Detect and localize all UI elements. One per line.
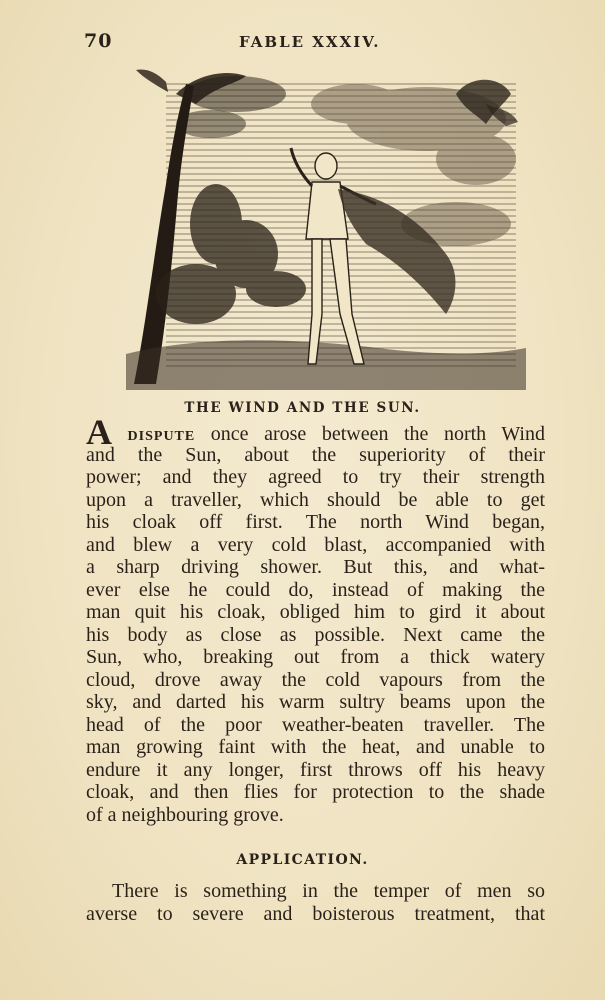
opening-word: dispute — [127, 423, 196, 445]
fable-line: man growing faint with the heat, and unable to — [86, 736, 545, 758]
fable-title: THE WIND AND THE SUN. — [184, 400, 421, 416]
fable-line: cloak, and then flies for protection to the shade — [86, 781, 545, 803]
fable-number: FABLE XXXIV. — [239, 33, 381, 51]
fable-line: a sharp driving shower. But this, and what- — [86, 556, 545, 578]
fable-line: upon a traveller, which should be able to get — [86, 488, 545, 511]
application-line: There is something in the temper of men so — [112, 880, 545, 902]
fable-line: endure it any longer, first throws off his heavy — [86, 758, 545, 781]
application-line: averse to severe and boisterous treatment, that — [86, 902, 545, 925]
fable-line: his body as close as possible. Next came the — [86, 623, 545, 646]
fable-line-1: A dispute once arose between the north Wind — [86, 412, 545, 452]
fable-line: and the Sun, about the superiority of their — [86, 443, 545, 466]
woodcut-illustration — [126, 64, 526, 390]
page-number: 70 — [84, 30, 113, 52]
fable-body — [86, 412, 545, 826]
fable-line: his cloak off first. The north Wind began, — [86, 511, 545, 533]
running-head — [84, 30, 554, 56]
distant-trees — [156, 184, 306, 324]
fable-line: man quit his cloak, obliged him to gird it about — [86, 601, 545, 623]
fable-line: power; and they agreed to try their strength — [86, 466, 545, 488]
fable-line: and blew a very cold blast, accompanied with — [86, 533, 545, 556]
fable-line: ever else he could do, instead of making the — [86, 578, 545, 601]
fable-line: head of the poor weather-beaten traveller. The — [86, 713, 545, 736]
fable-line: of a neighbouring grove. — [86, 803, 284, 826]
fable-line: Sun, who, breaking out from a thick watery — [86, 646, 545, 668]
fable-line: cloud, drove away the cold vapours from the — [86, 668, 545, 691]
application-body — [86, 880, 545, 925]
fable-line: sky, and darted his warm sultry beams upon the — [86, 691, 545, 713]
application-heading: APPLICATION. — [236, 852, 369, 868]
drop-cap: A — [86, 412, 112, 452]
